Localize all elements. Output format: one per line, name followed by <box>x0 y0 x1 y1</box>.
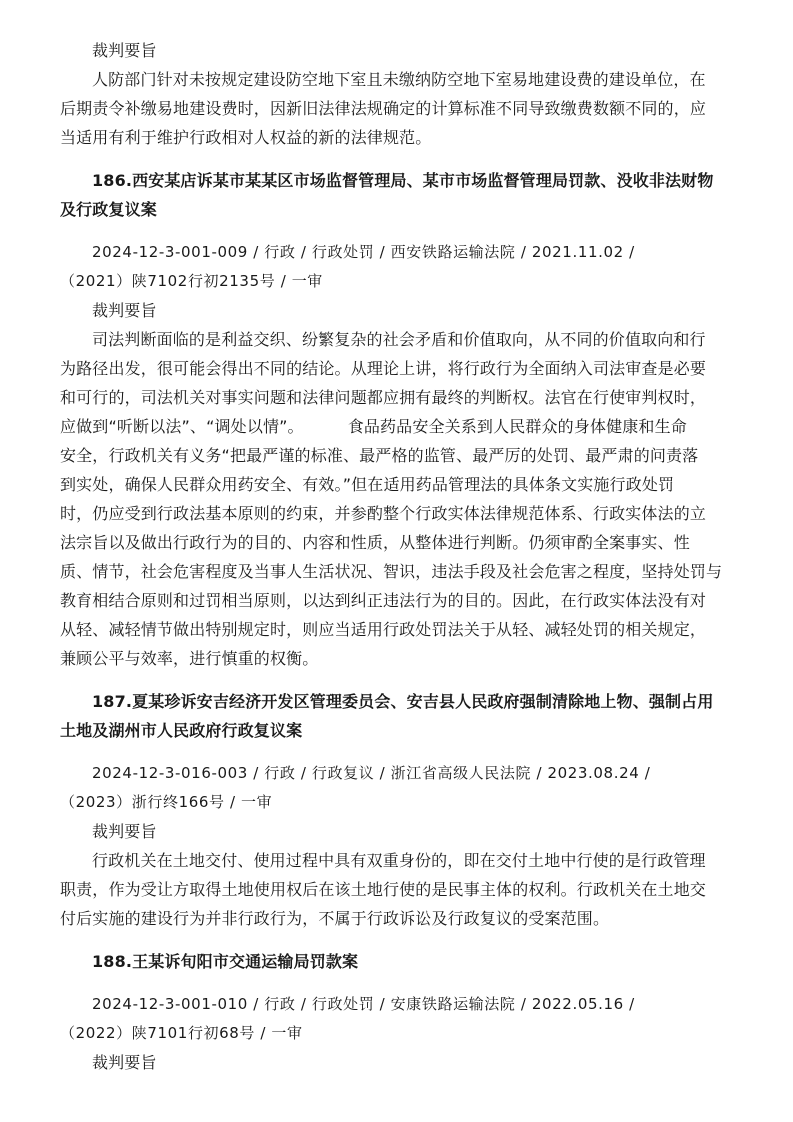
gist-text-line: 人防部门针对未按规定建设防空地下室且未缴纳防空地下室易地建设费的建设单位，在 <box>92 70 706 89</box>
gist-label: 裁判要旨 <box>92 822 157 841</box>
case-188 <box>60 947 736 1077</box>
case-meta-line: （2023）浙行终166号 / 一审 <box>60 793 273 811</box>
intro-section <box>60 36 736 152</box>
gist-text-line: 司法判断面临的是利益交织、纷繁复杂的社会矛盾和价值取向，从不同的价值取向和行 <box>92 330 706 349</box>
gist-text-line <box>60 412 736 441</box>
case-meta-line: （2022）陕7101行初68号 / 一审 <box>60 1024 303 1042</box>
gist-text-segment: 食品药品安全关系到人民群众的身体健康和生命 <box>347 417 687 436</box>
gist-text-line: 后期责令补缴易地建设费时，因新旧法律法规确定的计算标准不同导致缴费数额不同的，应 <box>60 99 707 118</box>
gist-label: 裁判要旨 <box>92 301 157 320</box>
case-meta-line: （2021）陕7102行初2135号 / 一审 <box>60 272 323 290</box>
gist-text-line: 为路径出发，很可能会得出不同的结论。从理论上讲，将行政行为全面纳入司法审查是必要 <box>60 359 707 378</box>
gist-text-line: 兼顾公平与效率，进行慎重的权衡。 <box>60 649 319 668</box>
gist-text-line: 当适用有利于维护行政相对人权益的新的法律规范。 <box>60 128 432 147</box>
case-186 <box>60 166 736 673</box>
gist-text-line: 安全，行政机关有义务“把最严谨的标准、最严格的监管、最严厉的处罚、最严肃的问责落 <box>60 446 699 465</box>
gist-label: 裁判要旨 <box>92 41 157 60</box>
case-title: 186.西安某店诉某市某某区市场监督管理局、某市市场监督管理局罚款、没收非法财物 <box>92 171 714 190</box>
case-meta-line: 2024-12-3-001-010 / 行政 / 行政处罚 / 安康铁路运输法院 / 2022.05.16 / <box>92 995 635 1013</box>
case-187 <box>60 687 736 933</box>
gist-label: 裁判要旨 <box>92 1053 157 1072</box>
case-title: 188.王某诉旬阳市交通运输局罚款案 <box>92 952 359 971</box>
gist-text-line: 从轻、减轻情节做出特别规定时，则应当适用行政处罚法关于从轻、减轻处罚的相关规定， <box>60 620 707 639</box>
case-meta <box>60 238 736 296</box>
gist-text-line: 付后实施的建设行为并非行政行为，不属于行政诉讼及行政复议的受案范围。 <box>60 909 610 928</box>
gist-text-line: 质、情节，社会危害程度及当事人生活状况、智识，违法手段及社会危害之程度，坚持处罚与 <box>60 562 723 581</box>
gist-text-line: 职责，作为受让方取得土地使用权后在该土地行使的是民事主体的权利。行政机关在土地交 <box>60 880 707 899</box>
case-title: 及行政复议案 <box>60 200 157 219</box>
case-meta <box>60 990 736 1048</box>
gist-text-segment: 应做到“听断以法”、“调处以情”。 <box>60 417 304 436</box>
gist-text-line: 和可行的，司法机关对事实问题和法律问题都应拥有最终的判断权。法官在行使审判权时， <box>60 388 707 407</box>
gist-text-line: 到实处，确保人民群众用药安全、有效。”但在适用药品管理法的具体条文实施行政处罚 <box>60 475 675 494</box>
case-meta <box>60 759 736 817</box>
document-page <box>60 36 736 1077</box>
case-title: 187.夏某珍诉安吉经济开发区管理委员会、安吉县人民政府强制清除地上物、强制占用 <box>92 692 714 711</box>
gist-text-line: 教育相结合原则和过罚相当原则，以达到纠正违法行为的目的。因此，在行政实体法没有对 <box>60 591 707 610</box>
gist-text-line: 法宗旨以及做出行政行为的目的、内容和性质，从整体进行判断。仍须审酌全案事实、性 <box>60 533 690 552</box>
case-title: 土地及湖州市人民政府行政复议案 <box>60 721 303 740</box>
gist-text-line: 行政机关在土地交付、使用过程中具有双重身份的，即在交付土地中行使的是行政管理 <box>92 851 706 870</box>
gist-text-line: 时，仍应受到行政法基本原则的约束，并参酌整个行政实体法律规范体系、行政实体法的立 <box>60 504 707 523</box>
case-meta-line: 2024-12-3-001-009 / 行政 / 行政处罚 / 西安铁路运输法院 / 2021.11.02 / <box>92 243 635 261</box>
case-meta-line: 2024-12-3-016-003 / 行政 / 行政复议 / 浙江省高级人民法院 / 2023.08.24 / <box>92 764 651 782</box>
